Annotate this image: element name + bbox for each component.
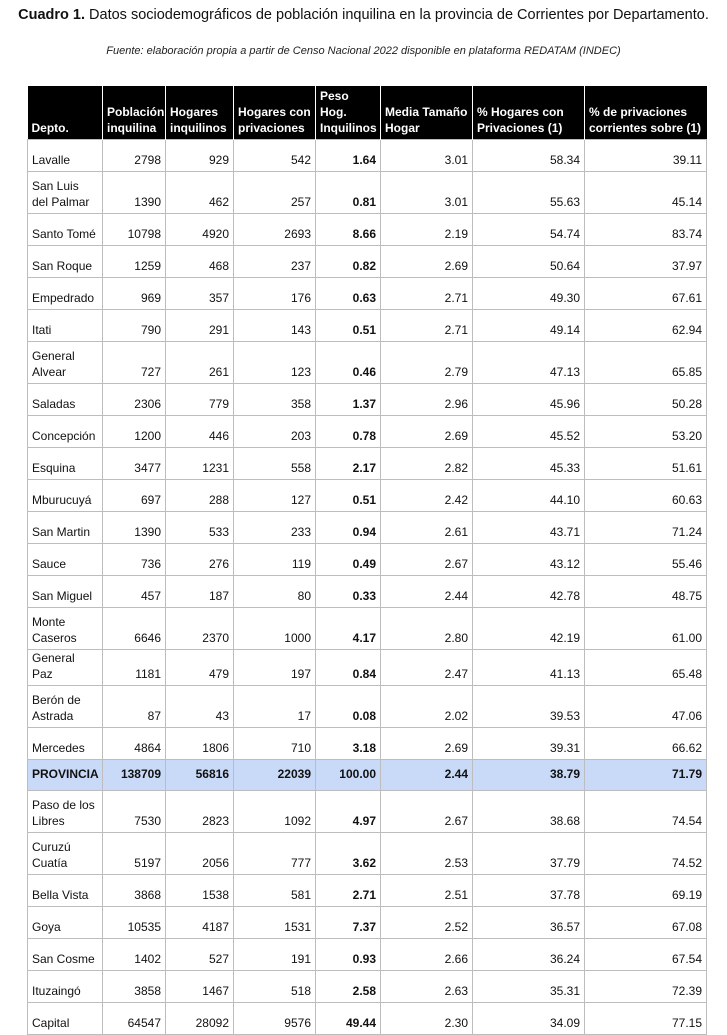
table-cell: 1259 (103, 246, 166, 278)
column-header: Depto. (28, 86, 103, 140)
table-cell: 38.79 (473, 760, 585, 791)
table-cell: 47.13 (473, 342, 585, 384)
table-cell: 2.42 (381, 480, 473, 512)
table-cell: 969 (103, 278, 166, 310)
table-cell: 4187 (166, 907, 234, 939)
data-table (27, 86, 707, 1035)
table-cell: 10798 (103, 214, 166, 246)
table-cell: 468 (166, 246, 234, 278)
table-cell: 2.66 (381, 939, 473, 971)
table-cell: 2.69 (381, 246, 473, 278)
table-cell: 777 (234, 833, 316, 875)
table-cell: 43.71 (473, 512, 585, 544)
table-cell: 2693 (234, 214, 316, 246)
table-cell: 2.71 (381, 310, 473, 342)
table-cell: 53.20 (585, 416, 707, 448)
table-cell: 36.57 (473, 907, 585, 939)
table-cell: 71.24 (585, 512, 707, 544)
table-cell: 17 (234, 686, 316, 728)
source-note: Fuente: elaboración propia a partir de Censo Nacional 2022 disponible en plataforma REDATAM (INDEC) (106, 45, 621, 57)
table-cell: 50.28 (585, 384, 707, 416)
table-cell: 7.37 (316, 907, 381, 939)
table-cell: 291 (166, 310, 234, 342)
table-cell: 276 (166, 544, 234, 576)
table-cell: 0.78 (316, 416, 381, 448)
table-cell: 45.14 (585, 172, 707, 214)
table-cell: 1390 (103, 512, 166, 544)
table-cell: 7530 (103, 791, 166, 833)
table-cell: 65.85 (585, 342, 707, 384)
table-cell: 357 (166, 278, 234, 310)
table-cell: 2.80 (381, 608, 473, 650)
table-cell: 45.33 (473, 448, 585, 480)
table-cell: 54.74 (473, 214, 585, 246)
table-cell: 2.71 (381, 278, 473, 310)
table-cell: 2.30 (381, 1003, 473, 1035)
table-cell: 233 (234, 512, 316, 544)
table-cell: 736 (103, 544, 166, 576)
table-cell: 1467 (166, 971, 234, 1003)
table-cell: 288 (166, 480, 234, 512)
table-cell: 1402 (103, 939, 166, 971)
table-row (28, 833, 707, 875)
department-cell: Sauce (28, 544, 103, 576)
table-cell: 710 (234, 728, 316, 760)
table-cell: 237 (234, 246, 316, 278)
department-cell: Mercedes (28, 728, 103, 760)
department-cell: Itati (28, 310, 103, 342)
table-row (28, 278, 707, 310)
table-cell: 203 (234, 416, 316, 448)
table-cell: 176 (234, 278, 316, 310)
table-cell: 2.58 (316, 971, 381, 1003)
table-cell: 191 (234, 939, 316, 971)
table-cell: 36.24 (473, 939, 585, 971)
department-cell: Goya (28, 907, 103, 939)
table-cell: 10535 (103, 907, 166, 939)
table-cell: 727 (103, 342, 166, 384)
department-cell: Esquina (28, 448, 103, 480)
table-cell: 87 (103, 686, 166, 728)
table-row (28, 140, 707, 172)
column-header: % de privaciones corrientes sobre (1) (585, 86, 707, 140)
title-text: Datos sociodemográficos de población inquilina en la provincia de Corrientes por Departamento. (89, 7, 709, 23)
table-cell: 39.11 (585, 140, 707, 172)
table-cell: 77.15 (585, 1003, 707, 1035)
table-cell: 4.97 (316, 791, 381, 833)
table-cell: 1.64 (316, 140, 381, 172)
table-cell: 0.63 (316, 278, 381, 310)
table-row (28, 512, 707, 544)
table-cell: 8.66 (316, 214, 381, 246)
table-cell: 42.78 (473, 576, 585, 608)
table-cell: 37.97 (585, 246, 707, 278)
table-cell: 581 (234, 875, 316, 907)
table-cell: 1092 (234, 791, 316, 833)
table-cell: 533 (166, 512, 234, 544)
table-cell: 138709 (103, 760, 166, 791)
table-row (28, 971, 707, 1003)
table-cell: 127 (234, 480, 316, 512)
table-cell: 1538 (166, 875, 234, 907)
table-cell: 38.68 (473, 791, 585, 833)
department-cell: San Cosme (28, 939, 103, 971)
table-cell: 83.74 (585, 214, 707, 246)
table-header-row (28, 86, 707, 140)
table-cell: 2.69 (381, 416, 473, 448)
department-cell: General Paz (28, 650, 103, 686)
table-row (28, 939, 707, 971)
table-cell: 0.33 (316, 576, 381, 608)
table-cell: 1.37 (316, 384, 381, 416)
table-cell: 74.54 (585, 791, 707, 833)
department-cell: Saladas (28, 384, 103, 416)
table-cell: 1231 (166, 448, 234, 480)
table-row (28, 875, 707, 907)
table-cell: 3.01 (381, 140, 473, 172)
table-body (28, 140, 707, 1035)
table-row (28, 384, 707, 416)
table-row (28, 172, 707, 214)
department-cell: San Luis del Palmar (28, 172, 103, 214)
table-cell: 2056 (166, 833, 234, 875)
table-cell: 72.39 (585, 971, 707, 1003)
table-cell: 2.44 (381, 760, 473, 791)
table-cell: 65.48 (585, 650, 707, 686)
table-cell: 6646 (103, 608, 166, 650)
table-row (28, 310, 707, 342)
table-cell: 34.09 (473, 1003, 585, 1035)
table-cell: 22039 (234, 760, 316, 791)
table-row (28, 246, 707, 278)
table-cell: 45.96 (473, 384, 585, 416)
table-cell: 44.10 (473, 480, 585, 512)
table-cell: 49.30 (473, 278, 585, 310)
table-cell: 4.17 (316, 608, 381, 650)
table-cell: 28092 (166, 1003, 234, 1035)
table-cell: 2306 (103, 384, 166, 416)
table-cell: 37.79 (473, 833, 585, 875)
table-cell: 2.67 (381, 791, 473, 833)
table-cell: 48.75 (585, 576, 707, 608)
table-cell: 5197 (103, 833, 166, 875)
province-total-row (28, 760, 707, 791)
table-cell: 64547 (103, 1003, 166, 1035)
table-cell: 479 (166, 650, 234, 686)
table-cell: 790 (103, 310, 166, 342)
table-cell: 518 (234, 971, 316, 1003)
table-cell: 2.71 (316, 875, 381, 907)
column-header: % Hogares con Privaciones (1) (473, 86, 585, 140)
table-cell: 0.08 (316, 686, 381, 728)
table-cell: 462 (166, 172, 234, 214)
table-cell: 457 (103, 576, 166, 608)
table-cell: 187 (166, 576, 234, 608)
column-header: Hogares con privaciones (234, 86, 316, 140)
table-cell: 3.18 (316, 728, 381, 760)
table-cell: 2.02 (381, 686, 473, 728)
table-cell: 119 (234, 544, 316, 576)
department-cell: Curuzú Cuatía (28, 833, 103, 875)
table-row (28, 728, 707, 760)
column-header: Peso Hog. Inquilinos (316, 86, 381, 140)
table-cell: 2.51 (381, 875, 473, 907)
department-cell: Lavalle (28, 140, 103, 172)
table-row (28, 686, 707, 728)
table-cell: 446 (166, 416, 234, 448)
table-cell: 358 (234, 384, 316, 416)
table-cell: 39.31 (473, 728, 585, 760)
table-cell: 929 (166, 140, 234, 172)
table-cell: 49.14 (473, 310, 585, 342)
department-cell: Ituzaingó (28, 971, 103, 1003)
table-cell: 69.19 (585, 875, 707, 907)
table-cell: 60.63 (585, 480, 707, 512)
table-cell: 2.96 (381, 384, 473, 416)
table-cell: 43.12 (473, 544, 585, 576)
table-cell: 55.46 (585, 544, 707, 576)
table-row (28, 576, 707, 608)
table-cell: 697 (103, 480, 166, 512)
table-cell: 3858 (103, 971, 166, 1003)
table-cell: 67.61 (585, 278, 707, 310)
table-cell: 66.62 (585, 728, 707, 760)
table-cell: 0.81 (316, 172, 381, 214)
table-cell: 261 (166, 342, 234, 384)
table-cell: 2.82 (381, 448, 473, 480)
table-cell: 1531 (234, 907, 316, 939)
table-cell: 2.52 (381, 907, 473, 939)
table-cell: 123 (234, 342, 316, 384)
table-cell: 1000 (234, 608, 316, 650)
table-cell: 4920 (166, 214, 234, 246)
table-cell: 71.79 (585, 760, 707, 791)
table-cell: 558 (234, 448, 316, 480)
table-cell: 47.06 (585, 686, 707, 728)
document-title (0, 6, 727, 25)
column-header: Media Tamaño Hogar (381, 86, 473, 140)
department-cell: Concepción (28, 416, 103, 448)
department-cell: Monte Caseros (28, 608, 103, 650)
table-cell: 2.79 (381, 342, 473, 384)
table-cell: 41.13 (473, 650, 585, 686)
table-cell: 2.44 (381, 576, 473, 608)
table-cell: 2.47 (381, 650, 473, 686)
table-cell: 3477 (103, 448, 166, 480)
table-row (28, 608, 707, 650)
table-cell: 2.69 (381, 728, 473, 760)
table-cell: 37.78 (473, 875, 585, 907)
table-cell: 0.94 (316, 512, 381, 544)
table-cell: 50.64 (473, 246, 585, 278)
table-cell: 2.63 (381, 971, 473, 1003)
table-cell: 55.63 (473, 172, 585, 214)
table-cell: 0.51 (316, 480, 381, 512)
table-cell: 1390 (103, 172, 166, 214)
table-cell: 2.67 (381, 544, 473, 576)
table-cell: 542 (234, 140, 316, 172)
table-cell: 1200 (103, 416, 166, 448)
department-cell: Empedrado (28, 278, 103, 310)
table-cell: 43 (166, 686, 234, 728)
table-row (28, 650, 707, 686)
table-row (28, 791, 707, 833)
table-cell: 2.61 (381, 512, 473, 544)
table-cell: 67.08 (585, 907, 707, 939)
table-row (28, 480, 707, 512)
department-cell: General Alvear (28, 342, 103, 384)
department-cell: Berón de Astrada (28, 686, 103, 728)
table-cell: 2370 (166, 608, 234, 650)
table-cell: 1806 (166, 728, 234, 760)
table-cell: 80 (234, 576, 316, 608)
column-header: Población inquilina (103, 86, 166, 140)
table-cell: 779 (166, 384, 234, 416)
table-row (28, 416, 707, 448)
table-row (28, 544, 707, 576)
department-cell: Santo Tomé (28, 214, 103, 246)
table-cell: 0.84 (316, 650, 381, 686)
table-cell: 0.49 (316, 544, 381, 576)
table-cell: 4864 (103, 728, 166, 760)
table-cell: 0.46 (316, 342, 381, 384)
table-row (28, 1003, 707, 1035)
table-cell: 49.44 (316, 1003, 381, 1035)
table-cell: 1181 (103, 650, 166, 686)
column-header: Hogares inquilinos (166, 86, 234, 140)
table-cell: 0.82 (316, 246, 381, 278)
table-cell: 3.01 (381, 172, 473, 214)
department-cell: San Roque (28, 246, 103, 278)
table-cell: 2.19 (381, 214, 473, 246)
department-cell: Capital (28, 1003, 103, 1035)
table-cell: 2823 (166, 791, 234, 833)
table-row (28, 907, 707, 939)
table-cell: 3.62 (316, 833, 381, 875)
table-row (28, 214, 707, 246)
department-cell: San Miguel (28, 576, 103, 608)
table-cell: 67.54 (585, 939, 707, 971)
table-cell: 61.00 (585, 608, 707, 650)
table-cell: 197 (234, 650, 316, 686)
table-cell: 42.19 (473, 608, 585, 650)
table-cell: 0.51 (316, 310, 381, 342)
table-cell: 74.52 (585, 833, 707, 875)
table-cell: 2.17 (316, 448, 381, 480)
title-lead: Cuadro 1. (18, 7, 85, 23)
table-cell: 58.34 (473, 140, 585, 172)
table-row (28, 448, 707, 480)
table-cell: 9576 (234, 1003, 316, 1035)
table-cell: 2.53 (381, 833, 473, 875)
table-cell: 51.61 (585, 448, 707, 480)
table-cell: 100.00 (316, 760, 381, 791)
table-cell: 527 (166, 939, 234, 971)
department-cell: Mburucuyá (28, 480, 103, 512)
department-cell: Bella Vista (28, 875, 103, 907)
table-cell: 257 (234, 172, 316, 214)
table-cell: 2798 (103, 140, 166, 172)
department-cell: PROVINCIA (28, 760, 103, 791)
table-cell: 35.31 (473, 971, 585, 1003)
table-cell: 45.52 (473, 416, 585, 448)
table-cell: 56816 (166, 760, 234, 791)
department-cell: Paso de los Libres (28, 791, 103, 833)
table-cell: 39.53 (473, 686, 585, 728)
table-cell: 62.94 (585, 310, 707, 342)
table-row (28, 342, 707, 384)
table-cell: 3868 (103, 875, 166, 907)
table-cell: 0.93 (316, 939, 381, 971)
department-cell: San Martin (28, 512, 103, 544)
table-cell: 143 (234, 310, 316, 342)
